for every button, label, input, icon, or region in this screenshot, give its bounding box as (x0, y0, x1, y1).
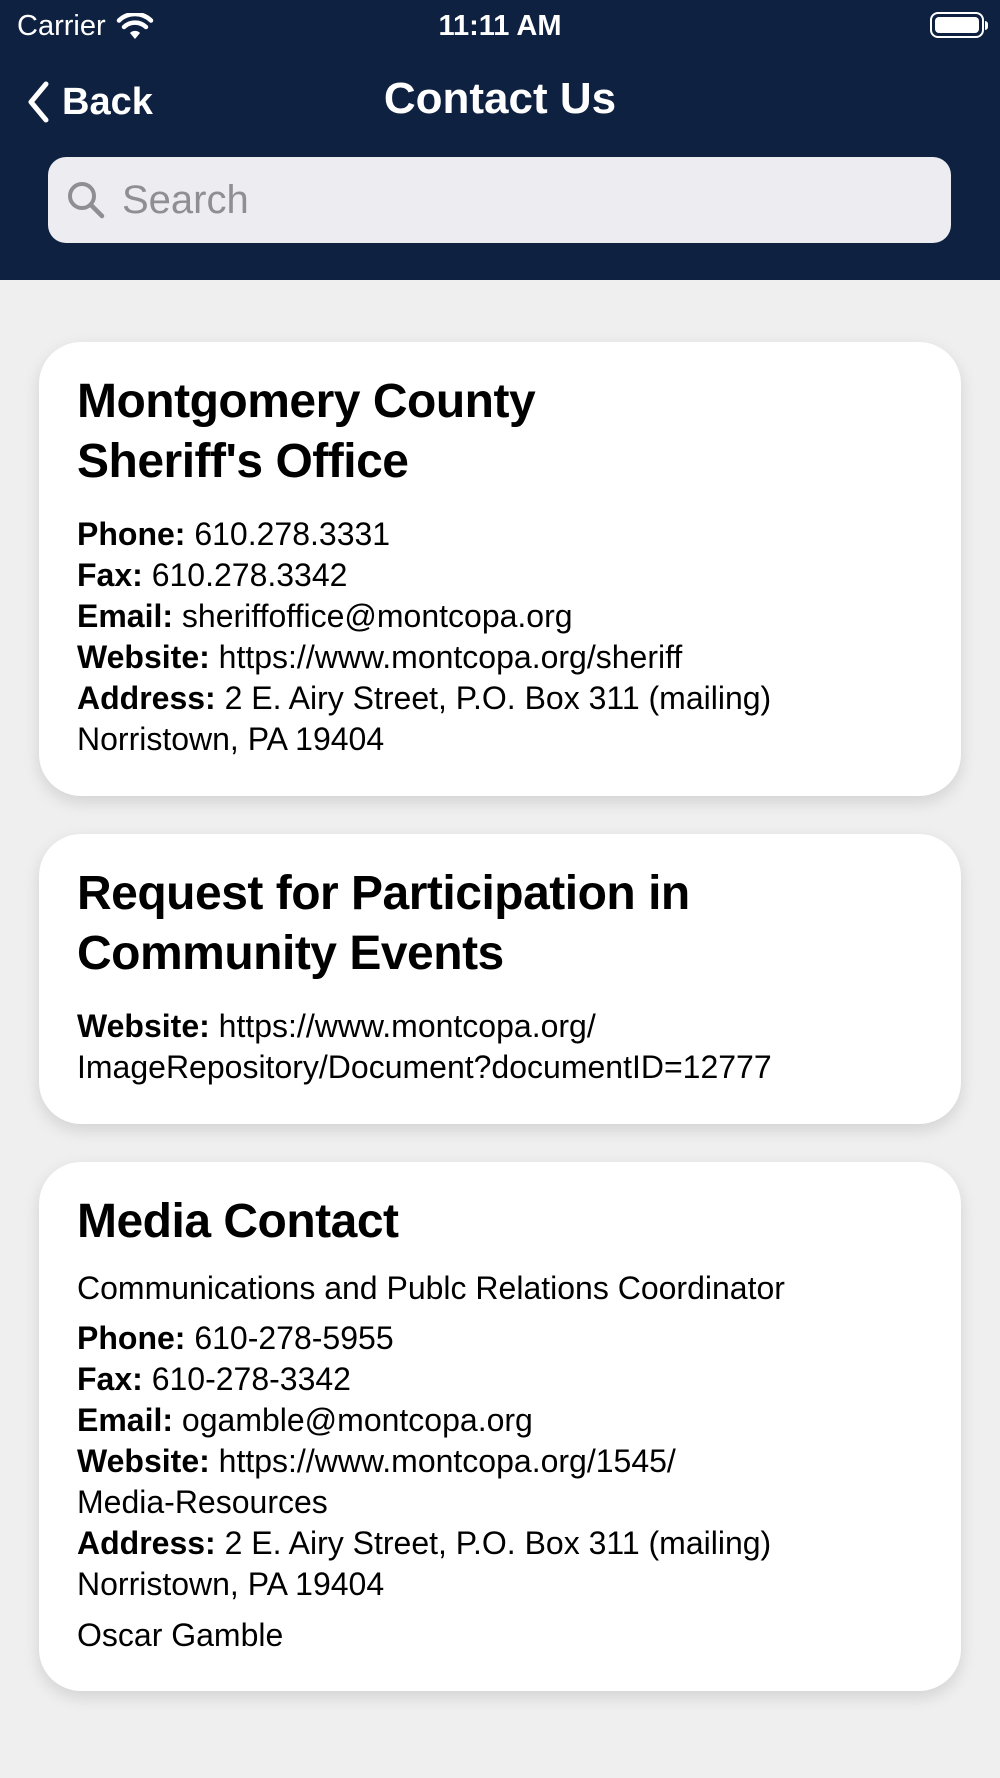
website-row (77, 1441, 923, 1482)
website-row (77, 637, 923, 678)
battery-fill (935, 17, 979, 33)
website-link[interactable]: https://www.montcopa.org/ (218, 1008, 596, 1044)
contact-list (39, 342, 961, 1729)
carrier-label: Carrier (17, 10, 106, 42)
fax-label: Fax: (77, 1361, 143, 1397)
address-row (77, 678, 923, 719)
website-link-continued[interactable]: ImageRepository/Document?documentID=12777 (77, 1049, 772, 1085)
status-bar (0, 0, 1000, 50)
email-label: Email: (77, 598, 174, 634)
battery-icon (930, 12, 984, 38)
address-label: Address: (77, 1525, 216, 1561)
phone-label: Phone: (77, 516, 186, 552)
email-row (77, 596, 923, 637)
search-icon (66, 180, 106, 220)
contact-card-sheriff-office (39, 342, 961, 796)
address-line1[interactable]: 2 E. Airy Street, P.O. Box 311 (mailing) (224, 680, 772, 716)
phone-label: Phone: (77, 1320, 186, 1356)
fax-value: 610.278.3342 (151, 557, 348, 593)
fax-value: 610-278-3342 (151, 1361, 351, 1397)
contact-card-media-contact (39, 1162, 961, 1691)
phone-link[interactable]: 610.278.3331 (194, 516, 391, 552)
website-label: Website: (77, 1008, 210, 1044)
page-title: Contact Us (383, 74, 617, 123)
contact-name: Oscar Gamble (77, 1617, 284, 1653)
card-subtitle: Communications and Publc Relations Coordinator (77, 1270, 785, 1306)
email-label: Email: (77, 1402, 174, 1438)
address-row (77, 1523, 923, 1564)
fax-row (77, 555, 923, 596)
address-line2: Norristown, PA 19404 (77, 1566, 385, 1602)
search-input[interactable] (120, 177, 904, 224)
email-link[interactable]: ogamble@montcopa.org (181, 1402, 533, 1438)
card-title: Media Contact (77, 1195, 399, 1248)
website-link[interactable]: https://www.montcopa.org/1545/ (218, 1443, 676, 1479)
email-row (77, 1400, 923, 1441)
status-time: 11:11 AM (438, 10, 562, 42)
address-line2: Norristown, PA 19404 (77, 721, 385, 757)
fax-row (77, 1359, 923, 1400)
address-label: Address: (77, 680, 216, 716)
website-link[interactable]: https://www.montcopa.org/sheriff (218, 639, 683, 675)
email-link[interactable]: sheriffoffice@montcopa.org (181, 598, 573, 634)
header (0, 0, 1000, 280)
phone-row (77, 514, 923, 555)
navigation-bar (0, 50, 1000, 154)
website-row (77, 1006, 923, 1047)
search-bar[interactable] (48, 157, 951, 243)
website-link-continued[interactable]: Media-Resources (77, 1484, 328, 1520)
website-label: Website: (77, 639, 210, 675)
card-title: Montgomery County Sheriff's Office (77, 375, 536, 488)
card-title: Request for Participation in Community Events (77, 867, 690, 980)
website-label: Website: (77, 1443, 210, 1479)
phone-row (77, 1318, 923, 1359)
phone-link[interactable]: 610-278-5955 (194, 1320, 394, 1356)
fax-label: Fax: (77, 557, 143, 593)
back-label: Back (62, 80, 153, 123)
address-line1[interactable]: 2 E. Airy Street, P.O. Box 311 (mailing) (224, 1525, 772, 1561)
contact-card-community-events (39, 834, 961, 1124)
